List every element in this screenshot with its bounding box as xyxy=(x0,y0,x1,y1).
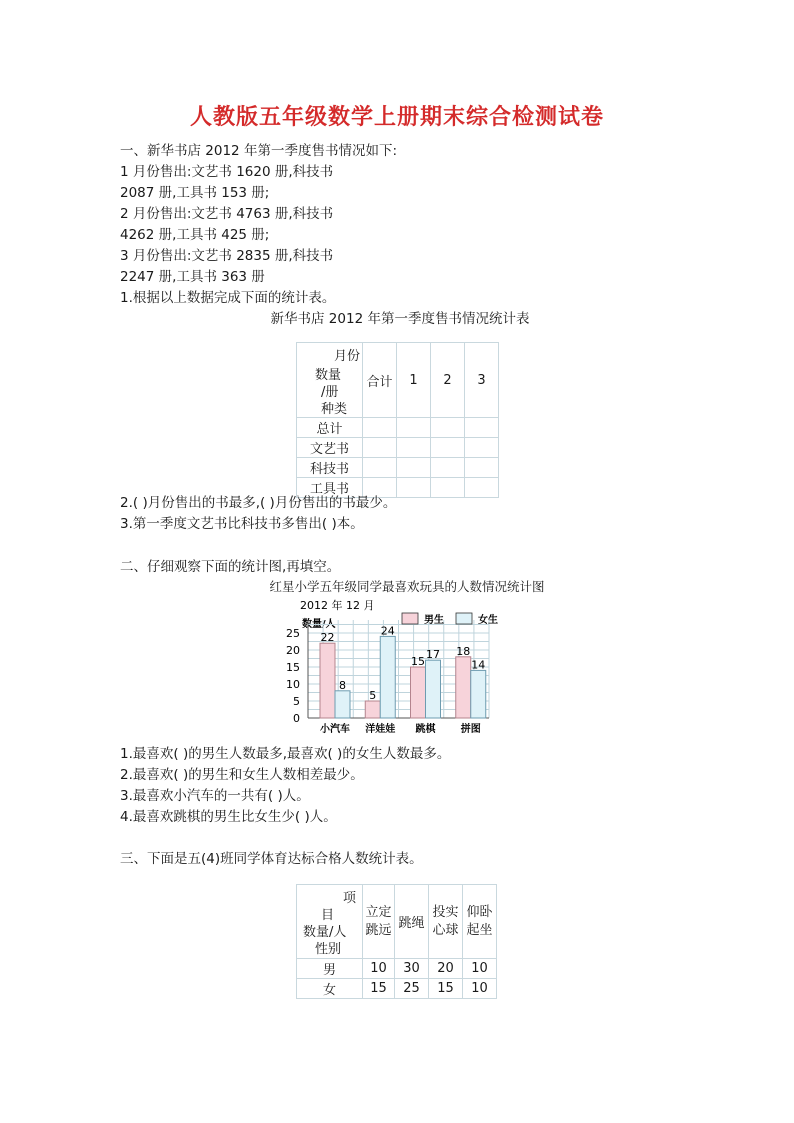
data-label: 5 xyxy=(369,689,377,702)
section1-line: 2247 册,工具书 363 册 xyxy=(120,269,265,285)
section3-heading: 三、下面是五(4)班同学体育达标合格人数统计表。 xyxy=(120,851,423,867)
header-item2: 目 xyxy=(321,908,335,923)
bar-chart xyxy=(280,594,510,739)
col-label: 投实 xyxy=(432,904,459,920)
table-cell: 10 xyxy=(463,959,497,979)
legend-label: 女生 xyxy=(478,615,498,626)
row-label: 男 xyxy=(297,959,363,979)
bar xyxy=(320,643,335,718)
chart-date: 2012 年 12 月 xyxy=(300,599,375,612)
table-cell[interactable] xyxy=(363,438,397,458)
row-label: 女 xyxy=(297,979,363,999)
section1-line: 4262 册,工具书 425 册; xyxy=(120,227,270,243)
header-month: 月份 xyxy=(333,349,360,364)
row-label: 文艺书 xyxy=(297,438,363,458)
table-cell: 20 xyxy=(429,959,463,979)
table-cell: 15 xyxy=(429,979,463,999)
y-tick-label: 25 xyxy=(286,627,300,640)
column-header xyxy=(429,885,463,959)
fitness-table xyxy=(296,884,497,999)
bar xyxy=(411,667,426,718)
data-label: 17 xyxy=(426,648,440,662)
column-header: 跳绳 xyxy=(395,885,429,959)
x-tick-label: 小汽车 xyxy=(320,724,350,735)
table-header-cell xyxy=(297,885,363,959)
table-cell[interactable] xyxy=(363,458,397,478)
column-header: 1 xyxy=(397,343,431,418)
table-cell[interactable] xyxy=(431,438,465,458)
table-cell[interactable] xyxy=(431,418,465,438)
table-cell[interactable] xyxy=(397,438,431,458)
section1-heading: 一、新华书店 2012 年第一季度售书情况如下: xyxy=(120,143,397,159)
section1-line: 1 月份售出:文艺书 1620 册,科技书 xyxy=(120,164,334,180)
data-label: 22 xyxy=(320,631,335,645)
bar xyxy=(426,660,441,718)
col-label: 起坐 xyxy=(466,922,493,938)
chart-title: 红星小学五年级同学最喜欢玩具的人数情况统计图 xyxy=(269,579,545,594)
section1-line: 2087 册,工具书 153 册; xyxy=(120,185,270,201)
table-cell[interactable] xyxy=(397,418,431,438)
bar xyxy=(456,657,471,718)
header-gender: 性别 xyxy=(315,942,342,957)
section2-heading: 二、仔细观察下面的统计图,再填空。 xyxy=(120,559,341,575)
col-label: 仰卧 xyxy=(466,904,493,920)
table-cell[interactable] xyxy=(397,458,431,478)
table-cell[interactable] xyxy=(431,458,465,478)
column-header: 3 xyxy=(465,343,499,418)
table-header-cell xyxy=(297,343,363,418)
data-label: 18 xyxy=(456,644,471,658)
legend-swatch xyxy=(402,613,418,624)
y-tick-label: 0 xyxy=(293,712,300,725)
bar xyxy=(335,691,350,718)
header-unit: /册 xyxy=(321,385,339,400)
table-cell: 10 xyxy=(463,979,497,999)
table-cell[interactable] xyxy=(465,418,499,438)
data-label: 15 xyxy=(411,655,425,668)
col-label: 跳远 xyxy=(365,922,392,938)
section1-line: 2 月份售出:文艺书 4763 册,科技书 xyxy=(120,206,334,222)
y-tick-label: 5 xyxy=(293,695,300,708)
data-label: 8 xyxy=(339,678,346,692)
header-qty: 数量/人 xyxy=(303,925,347,940)
question-3: 3.第一季度文艺书比科技书多售出( )本。 xyxy=(120,516,364,532)
data-label: 24 xyxy=(380,624,395,638)
chart-question: 4.最喜欢跳棋的男生比女生少( )人。 xyxy=(120,809,337,825)
x-tick-label: 拼图 xyxy=(460,724,481,735)
question-2: 2.( )月份售出的书最多,( )月份售出的书最少。 xyxy=(120,495,397,511)
col-label: 心球 xyxy=(432,922,459,938)
column-header: 2 xyxy=(431,343,465,418)
bar xyxy=(380,636,395,718)
question-1: 1.根据以上数据完成下面的统计表。 xyxy=(120,290,336,306)
table-cell[interactable] xyxy=(431,478,465,498)
legend-swatch xyxy=(456,613,472,624)
table-cell: 30 xyxy=(395,959,429,979)
table-cell[interactable] xyxy=(465,438,499,458)
page-title: 人教版五年级数学上册期末综合检测试卷 xyxy=(189,104,604,130)
table-cell[interactable] xyxy=(465,478,499,498)
sales-table xyxy=(296,342,499,498)
table-cell: 15 xyxy=(363,979,395,999)
chart-question: 1.最喜欢( )的男生人数最多,最喜欢( )的女生人数最多。 xyxy=(120,746,451,762)
x-tick-label: 洋娃娃 xyxy=(365,724,396,735)
column-header: 合计 xyxy=(363,343,397,418)
y-tick-label: 15 xyxy=(286,661,300,674)
column-header xyxy=(463,885,497,959)
header-kind: 种类 xyxy=(321,402,348,417)
x-tick-label: 跳棋 xyxy=(415,724,436,735)
chart-question: 3.最喜欢小汽车的一共有( )人。 xyxy=(120,788,310,804)
chart-question: 2.最喜欢( )的男生和女生人数相差最少。 xyxy=(120,767,364,783)
bar xyxy=(365,701,380,718)
header-qty: 数量 xyxy=(315,368,342,383)
table-title: 新华书店 2012 年第一季度售书情况统计表 xyxy=(270,311,530,327)
table-cell[interactable] xyxy=(397,478,431,498)
table-cell[interactable] xyxy=(465,458,499,478)
legend-label: 男生 xyxy=(424,615,444,626)
data-label: 14 xyxy=(471,658,486,672)
column-header xyxy=(363,885,395,959)
table-cell: 25 xyxy=(395,979,429,999)
header-item: 项 xyxy=(342,891,356,906)
col-label: 立定 xyxy=(365,904,392,920)
y-tick-label: 10 xyxy=(286,678,300,691)
table-cell: 10 xyxy=(363,959,395,979)
row-label: 总计 xyxy=(297,418,363,438)
section1-line: 3 月份售出:文艺书 2835 册,科技书 xyxy=(120,248,334,264)
table-cell[interactable] xyxy=(363,418,397,438)
y-tick-label: 20 xyxy=(286,644,300,657)
row-label: 工具书 xyxy=(297,478,363,498)
bar xyxy=(471,670,486,718)
y-axis-label: 数量/人 xyxy=(302,619,336,630)
row-label: 科技书 xyxy=(297,458,363,478)
